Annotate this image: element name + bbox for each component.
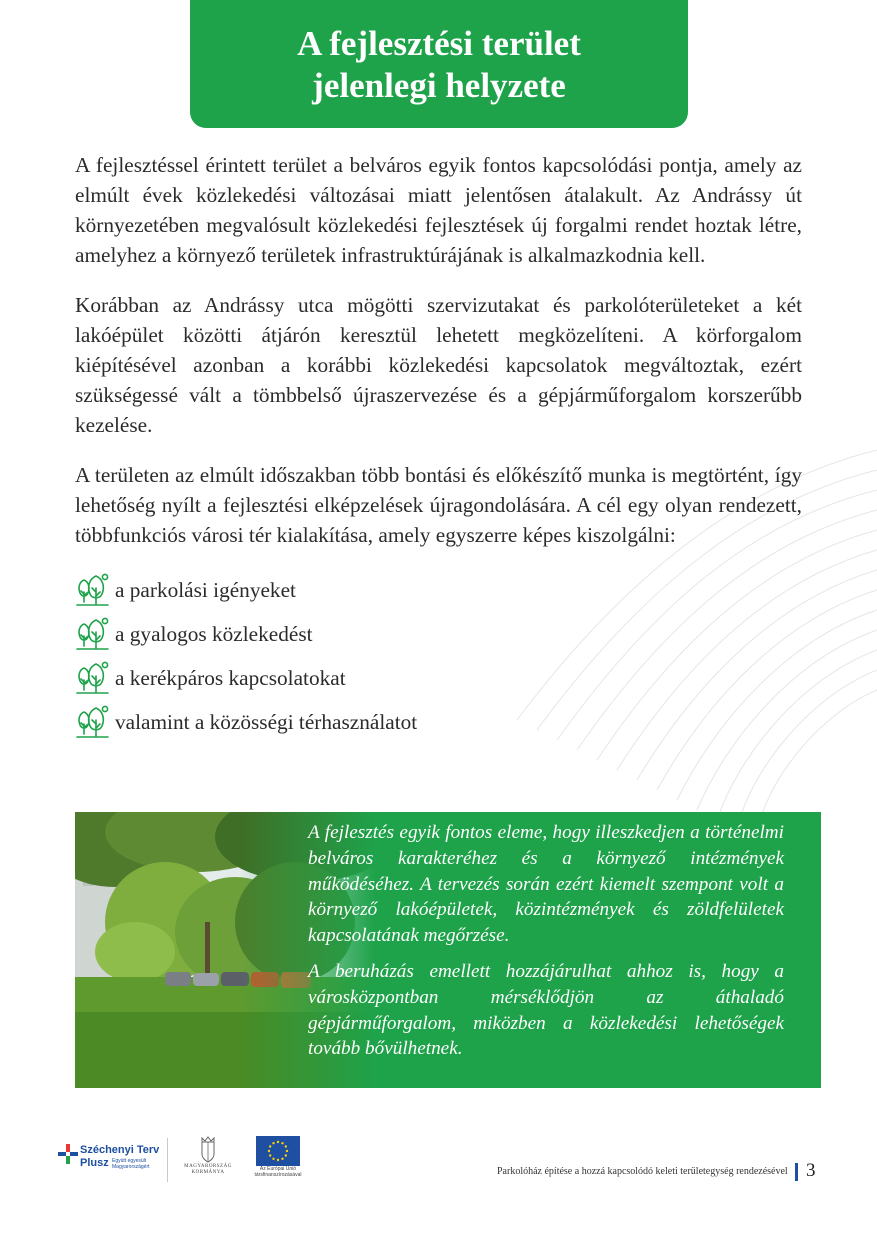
main-content bbox=[75, 150, 802, 744]
paragraph-3: A területen az elmúlt időszakban több bontási és előkészítő munka is megtörtént, így lehetőség nyílt a fejlesztési elképzelések újragondolására. A cél egy olyan rendezett, többfunkciós városi tér kialakítása, amely egyszerre képes kiszolgálni: bbox=[75, 463, 802, 547]
trees-icon bbox=[75, 660, 111, 696]
bullet-list bbox=[75, 568, 802, 744]
bullet-text: valamint a közösségi térhasználatot bbox=[115, 710, 418, 734]
list-item bbox=[75, 656, 802, 700]
trees-icon bbox=[75, 704, 111, 740]
page-title-line-2: jelenlegi helyzete bbox=[312, 66, 566, 105]
eu-logo bbox=[246, 1136, 310, 1188]
feature-paragraph-1: A fejlesztés egyik fontos eleme, hogy illeszkedjen a történelmi belváros karakteréhez és a környező intézmények működéséhez. A tervezés során ezért kiemelt szempont volt a környező lakóépületek, közintézmények és zöldfelületek kapcsolatának megőrzése. bbox=[308, 822, 784, 947]
bullet-text: a gyalogos közlekedést bbox=[115, 622, 313, 646]
eu-flag-icon bbox=[256, 1136, 300, 1166]
szechenyi-title: Széchenyi Terv bbox=[80, 1144, 160, 1156]
gov-text-1: MAGYARORSZÁG bbox=[184, 1164, 232, 1169]
coat-of-arms-icon bbox=[198, 1134, 218, 1164]
szechenyi-tagline: Együtt egyesült Magyarországért bbox=[112, 1158, 150, 1170]
paragraph-1: A fejlesztéssel érintett terület a belváros egyik fontos kapcsolódási pontja, amely az elmúlt évek közlekedési változásai miatt jelentősen átalakult. Az Andrássy út környezetében megvalósult közlekedési fejlesztések új forgalmi rendet hoztak létre, amelyhez a környező területek infrastruktúrájának is alkalmazkodnia kell. bbox=[75, 153, 802, 267]
bullet-text: a parkolási igényeket bbox=[115, 578, 296, 602]
footer-accent-bar bbox=[795, 1163, 798, 1181]
trees-icon bbox=[75, 572, 111, 608]
feature-paragraph-2: A beruházás emellett hozzájárulhat ahhoz is, hogy a városközpontban mérséklődjön az áthaladó gépjárműforgalom, miközben a közlekedési lehetőségek tovább bővülhetnek. bbox=[308, 960, 784, 1060]
page-number: 3 bbox=[806, 1160, 816, 1181]
footer-divider bbox=[167, 1138, 168, 1182]
szechenyi-plus: Plusz bbox=[80, 1157, 109, 1169]
list-item bbox=[75, 700, 802, 744]
feature-box bbox=[75, 812, 821, 1088]
list-item bbox=[75, 568, 802, 612]
bullet-text: a kerékpáros kapcsolatokat bbox=[115, 666, 346, 690]
eu-text-1: Az Európai Unió bbox=[259, 1166, 297, 1172]
footer-caption: Parkolóház építése a hozzá kapcsolódó keleti területegység rendezésével bbox=[497, 1166, 788, 1177]
footer bbox=[0, 1130, 877, 1190]
hungarian-government-logo bbox=[178, 1134, 238, 1188]
paragraph-2: Korábban az Andrássy utca mögötti szervizutakat és parkolóterületeket a két lakóépület közötti átjárón keresztül lehetett megközelíteni. A körforgalom kiépítésével azonban a korábbi közlekedési kapcsolatok megváltoztak, ezért szükségessé vált a tömbbelső újraszervezése és a gépjárműforgalom korszerűbb kezelése. bbox=[75, 293, 802, 437]
feature-text bbox=[308, 820, 784, 1072]
eu-text-2: társfinanszírozásával bbox=[254, 1172, 302, 1178]
page-title-line-1: A fejlesztési terület bbox=[297, 24, 581, 63]
trees-icon bbox=[75, 616, 111, 652]
gov-text-2: KORMÁNYA bbox=[191, 1170, 225, 1175]
szechenyi-plus-icon bbox=[58, 1144, 78, 1164]
szechenyi-terv-logo bbox=[58, 1138, 168, 1182]
list-item bbox=[75, 612, 802, 656]
page-title-banner bbox=[190, 0, 688, 128]
